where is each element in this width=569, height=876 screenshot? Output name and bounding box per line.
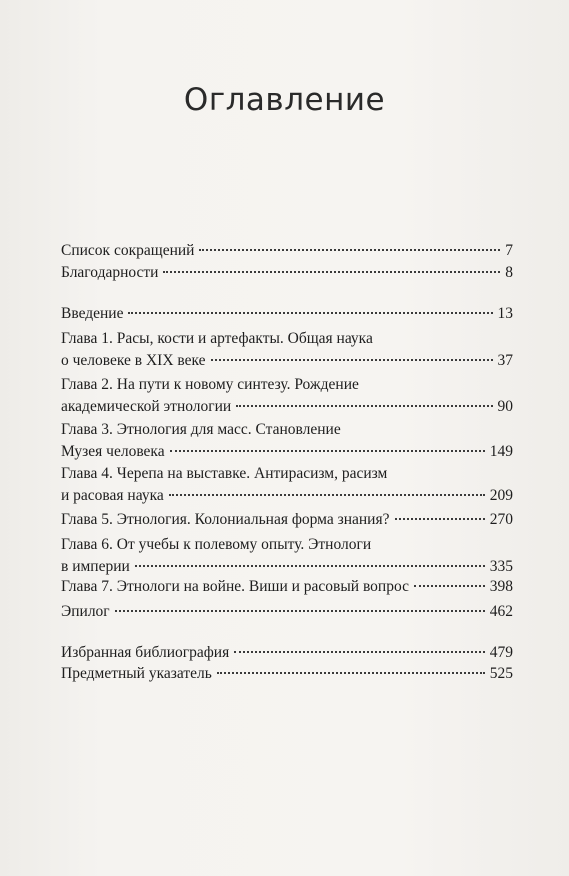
toc-entry-chapter-3[interactable] (61, 419, 513, 463)
toc-entry-title: Благодарности (61, 264, 159, 281)
toc-entry-chapter-2[interactable] (61, 374, 513, 418)
dot-leader (170, 450, 485, 452)
toc-entry-introduction[interactable] (61, 303, 513, 325)
toc-entry-title-continued: академической этнологии (61, 398, 232, 415)
dot-leader (414, 585, 485, 587)
dot-leader (169, 494, 485, 496)
toc-entry-subject-index[interactable] (61, 663, 513, 685)
toc-entry-title: Введение (61, 305, 124, 322)
toc-entry-epilogue[interactable] (61, 601, 513, 623)
toc-entry-title: Глава 7. Этнологи на войне. Виши и расовый вопрос (61, 578, 409, 595)
toc-entry-title-continued: и расовая наука (61, 487, 164, 504)
toc-page-number: 335 (489, 558, 513, 575)
toc-page-number: 37 (497, 352, 513, 369)
toc-entry-title: Глава 2. На пути к новому синтезу. Рождение (61, 376, 359, 393)
toc-page-number: 7 (505, 242, 513, 259)
dot-leader (236, 405, 492, 407)
toc-entry-title: Предметный указатель (61, 665, 212, 682)
toc-entry-title-continued: в империи (61, 558, 130, 575)
toc-entry-bibliography[interactable] (61, 642, 513, 664)
dot-leader (199, 249, 500, 251)
toc-entry-title: Эпилог (61, 603, 110, 620)
toc-entry-title: Глава 5. Этнология. Колониальная форма знания? (61, 511, 390, 528)
toc-page-number: 209 (489, 487, 513, 504)
dot-leader (115, 610, 485, 612)
dot-leader (217, 672, 485, 674)
toc-entry-abbreviations[interactable] (61, 240, 513, 262)
toc-entry-title-continued: о человеке в XIX веке (61, 352, 206, 369)
dot-leader (211, 359, 493, 361)
toc-page-number: 462 (489, 603, 513, 620)
toc-entry-title-continued: Музея человека (61, 443, 165, 460)
toc-page-number: 90 (497, 398, 513, 415)
toc-entry-title: Список сокращений (61, 242, 195, 259)
toc-page-number: 270 (489, 511, 513, 528)
toc-page-number: 149 (489, 443, 513, 460)
toc-entry-title: Глава 6. От учебы к полевому опыту. Этнологи (61, 536, 372, 553)
dot-leader (163, 271, 500, 273)
dot-leader (395, 518, 485, 520)
toc-entry-acknowledgements[interactable] (61, 262, 513, 284)
toc-page-number: 525 (489, 665, 513, 682)
dot-leader (128, 312, 492, 314)
toc-entry-title: Избранная библиография (61, 644, 230, 661)
toc-entry-title: Глава 3. Этнология для масс. Становление (61, 421, 341, 438)
toc-entry-chapter-5[interactable] (61, 509, 513, 531)
toc-page-number: 8 (505, 264, 513, 281)
toc-page-number: 13 (497, 305, 513, 322)
toc-entry-title: Глава 4. Черепа на выставке. Антирасизм, расизм (61, 465, 388, 482)
toc-entry-chapter-7[interactable] (61, 576, 513, 598)
toc-page-number: 479 (489, 644, 513, 661)
dot-leader (135, 565, 485, 567)
toc-entry-chapter-1[interactable] (61, 328, 513, 372)
toc-entry-chapter-6[interactable] (61, 534, 513, 578)
toc-entry-chapter-4[interactable] (61, 463, 513, 507)
toc-page-number: 398 (489, 578, 513, 595)
dot-leader (234, 651, 485, 653)
page-title: Оглавление (183, 82, 386, 118)
toc-entry-title: Глава 1. Расы, кости и артефакты. Общая наука (61, 330, 373, 347)
